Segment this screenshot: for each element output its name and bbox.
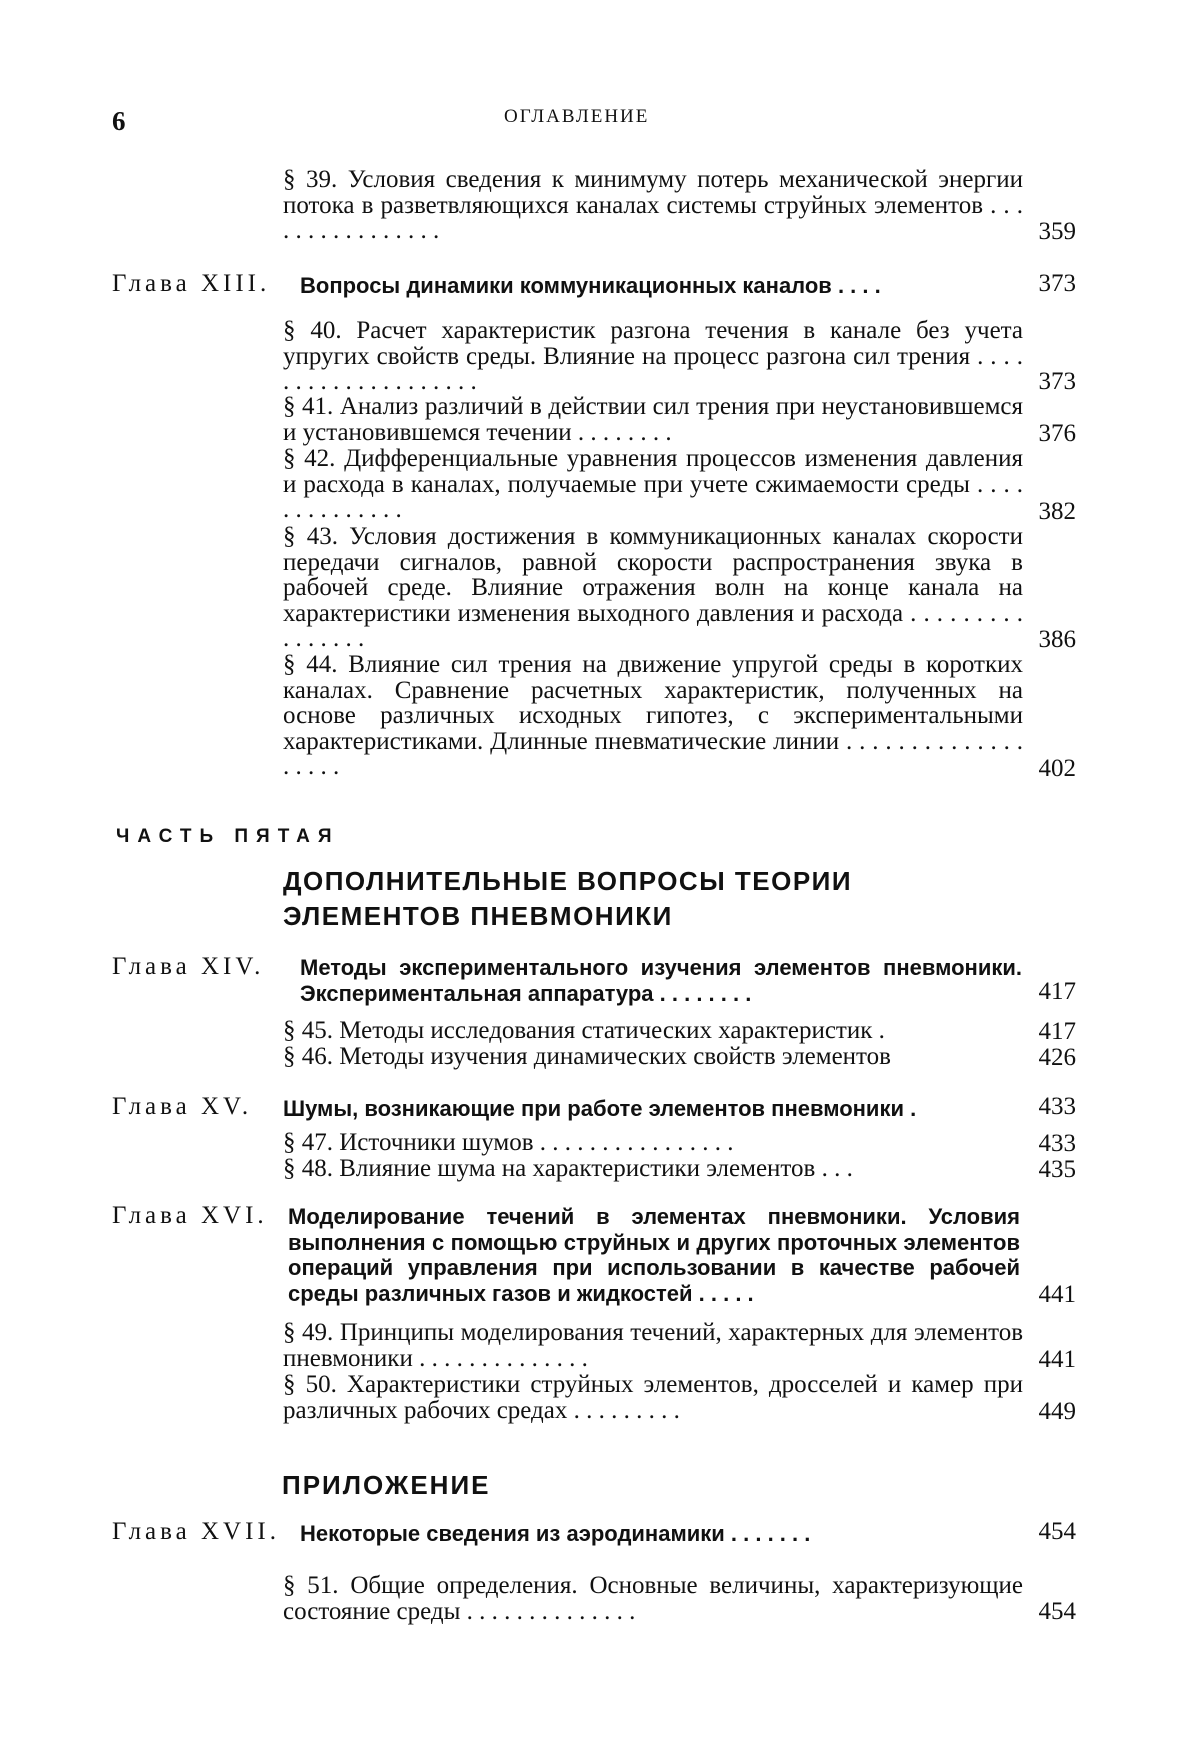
- toc-page-ref: 426: [1038, 1044, 1076, 1071]
- toc-entry-section-39[interactable]: § 39. Условия сведения к минимуму потерь механической энергии потока в разветвляющихся каналах системы струйных элементов . . . . . . . . . . . . . . . .: [283, 166, 1023, 244]
- toc-entry-section-50[interactable]: § 50. Характеристики струйных элементов, дросселей и камер при различных рабочих средах . . . . . . . . .: [283, 1371, 1023, 1424]
- toc-page-ref: 373: [1038, 368, 1076, 395]
- toc-entry-chapter-13[interactable]: Вопросы динамики коммуникационных каналов . . . .: [300, 273, 881, 298]
- toc-entry-chapter-17[interactable]: Некоторые сведения из аэродинамики . . . . . . .: [300, 1521, 811, 1546]
- toc-entry-section-44[interactable]: § 44. Влияние сил трения на движение упругой среды в коротких каналах. Сравнение расчетных характеристик, полученных на основе различных исходных гипотез, с экспериментальными характеристиками. Длинные пневматические линии . . . . . . . . . . . . . . . . . . .: [283, 651, 1023, 780]
- chapter-label: Глава XV.: [112, 1093, 253, 1120]
- toc-page-ref: 417: [1038, 1018, 1076, 1045]
- toc-entry-section-46[interactable]: § 46. Методы изучения динамических свойств элементов: [283, 1043, 891, 1070]
- part-title-line: ДОПОЛНИТЕЛЬНЫЕ ВОПРОСЫ ТЕОРИИ: [283, 866, 853, 896]
- toc-entry-chapter-14[interactable]: Методы экспериментального изучения элементов пневмоники. Экспериментальная аппаратура . . . . . . . .: [300, 955, 1022, 1006]
- toc-page-ref: 359: [1038, 218, 1076, 245]
- toc-entry-section-51[interactable]: § 51. Общие определения. Основные величины, характеризующие состояние среды . . . . . . . . . . . . . .: [283, 1572, 1023, 1625]
- running-title: ОГЛАВЛЕНИЕ: [504, 106, 650, 127]
- appendix-title: ПРИЛОЖЕНИЕ: [282, 1470, 491, 1500]
- chapter-label: Глава XIV.: [112, 953, 265, 980]
- toc-entry-chapter-15[interactable]: Шумы, возникающие при работе элементов пневмоники .: [283, 1096, 917, 1121]
- part-label: ЧАСТЬ ПЯТАЯ: [116, 826, 340, 847]
- part-title-line: ЭЛЕМЕНТОВ ПНЕВМОНИКИ: [283, 901, 673, 931]
- toc-page-ref: 386: [1038, 626, 1076, 653]
- toc-entry-section-43[interactable]: § 43. Условия достижения в коммуникационных каналах скорости передачи сигналов, равной скорости распространения звука в рабочей среде. Влияние отражения волн на конце канала на характеристики изменения выходного давления и расхода . . . . . . . . . . . . . . . .: [283, 523, 1023, 652]
- toc-entry-section-41[interactable]: § 41. Анализ различий в действии сил трения при неустановившемся и установившемся течении . . . . . . . .: [283, 393, 1023, 446]
- toc-entry-section-47[interactable]: § 47. Источники шумов . . . . . . . . . . . . . . . .: [283, 1130, 734, 1156]
- toc-page-ref: 454: [1038, 1598, 1076, 1625]
- toc-page-ref: 449: [1038, 1398, 1076, 1425]
- toc-entry-chapter-16[interactable]: Моделирование течений в элементах пневмоники. Условия выполнения с помощью струйных и других проточных элементов операций управления при использовании в качестве рабочей среды различных газов и жидкостей . . . . .: [288, 1204, 1020, 1306]
- part-title: [283, 864, 852, 934]
- toc-page-ref: 402: [1038, 755, 1076, 782]
- toc-page-ref: 441: [1038, 1346, 1076, 1373]
- toc-entry-section-48[interactable]: § 48. Влияние шума на характеристики элементов . . .: [283, 1155, 853, 1182]
- toc-page-ref: 373: [1038, 270, 1076, 297]
- chapter-label: Глава XVI.: [112, 1202, 268, 1229]
- toc-page-ref: 454: [1038, 1518, 1076, 1545]
- toc-page-ref: 433: [1038, 1130, 1076, 1157]
- toc-entry-section-49[interactable]: § 49. Принципы моделирования течений, характерных для элементов пневмоники . . . . . . . . . . . . . .: [283, 1319, 1023, 1372]
- toc-page-ref: 417: [1038, 978, 1076, 1005]
- toc-entry-section-42[interactable]: § 42. Дифференциальные уравнения процессов изменения давления и расхода в каналах, получаемые при учете сжимаемости среды . . . . . . . . . . . . . .: [283, 445, 1023, 523]
- toc-page-ref: 382: [1038, 498, 1076, 525]
- toc-page-ref: 376: [1038, 420, 1076, 447]
- toc-page-ref: 435: [1038, 1156, 1076, 1183]
- toc-entry-section-40[interactable]: § 40. Расчет характеристик разгона течения в канале без учета упругих свойств среды. Влияние на процесс разгона сил трения . . . . . . . . . . . . . . . . . . . .: [283, 317, 1023, 395]
- toc-entry-section-45[interactable]: § 45. Методы исследования статических характеристик .: [283, 1017, 885, 1044]
- toc-page-ref: 433: [1038, 1093, 1076, 1120]
- chapter-label: Глава XIII.: [112, 270, 271, 297]
- toc-page-ref: 441: [1038, 1281, 1076, 1308]
- chapter-label: Глава XVII.: [112, 1518, 280, 1545]
- page-number: 6: [112, 106, 126, 136]
